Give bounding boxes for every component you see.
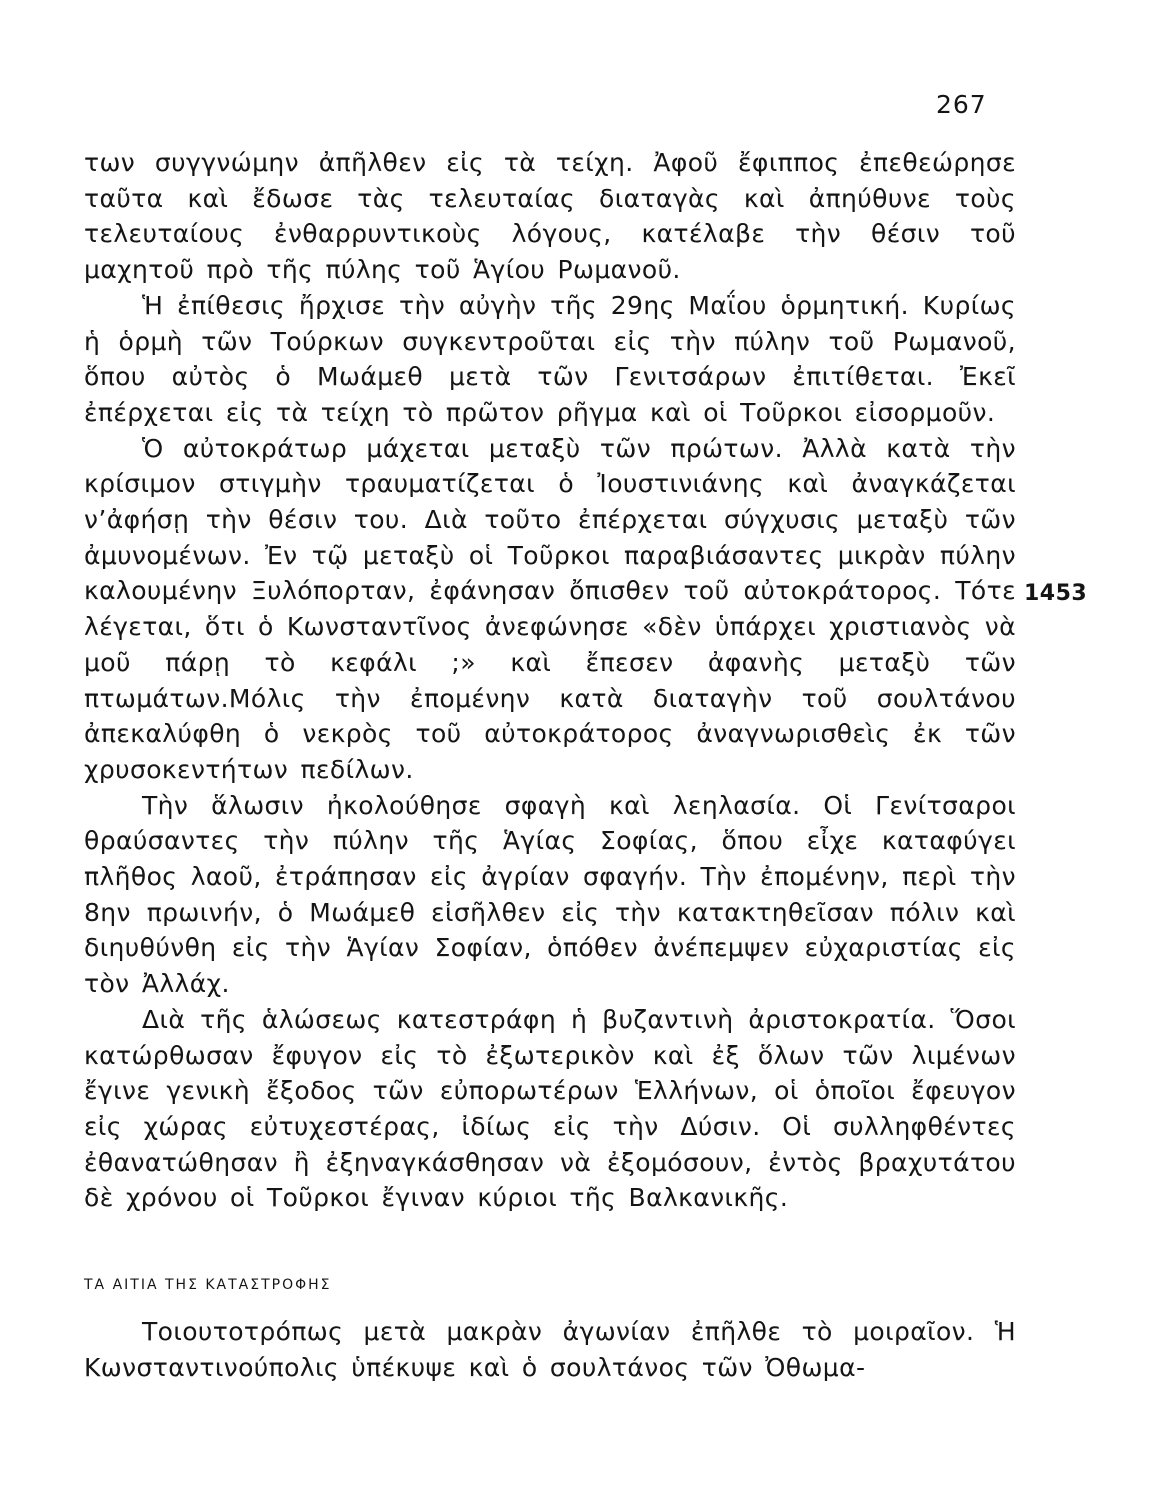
body-text: [84, 145, 1016, 1216]
page-number: 267: [936, 90, 987, 119]
margin-note-year: 1453: [1024, 581, 1088, 606]
paragraph-1: των συγγνώμην ἀπῆλθεν εἰς τὰ τείχη. Ἀφοῦ ἔφιππος ἐπεθεώρησε ταῦτα καὶ ἔδωσε τὰς τελευταίας διαταγὰς καὶ ἀπηύθυνε τοὺς τελευταίους ἐνθαρρυντικοὺς λόγους, κατέλαβε τὴν θέσιν τοῦ μαχητοῦ πρὸ τῆς πύλης τοῦ Ἁγίου Ρωμανοῦ.: [84, 148, 1016, 285]
final-paragraph: Τοιουτοτρόπως μετὰ μακρὰν ἀγωνίαν ἐπῆλθε τὸ μοιραῖον. Ἡ Κωνσταντινούπολις ὑπέκυψε καὶ ὁ σουλτάνος τῶν Ὀθωμα-: [84, 1317, 1016, 1382]
paragraph-5: Διὰ τῆς ἁλώσεως κατεστράφη ἡ βυζαντινὴ ἀριστοκρατία. Ὅσοι κατώρθωσαν ἔφυγον εἰς τὸ ἐξωτερικὸν καὶ ἐξ ὅλων τῶν λιμένων ἔγινε γενικὴ ἔξοδος τῶν εὐπορωτέρων Ἑλλήνων, οἱ ὁποῖοι ἔφευγον εἰς χώρας εὐτυχεστέρας, ἰδίως εἰς τὴν Δύσιν. Οἱ συλληφθέντες ἐθανατώθησαν ἢ ἐξηναγκάσθησαν νὰ ἐξομόσουν, ἐντὸς βραχυτάτου δὲ χρόνου οἱ Τοῦρκοι ἔγιναν κύριοι τῆς Βαλκανικῆς.: [84, 1004, 1016, 1213]
paragraph-4: Τὴν ἅλωσιν ἠκολούθησε σφαγὴ καὶ λεηλασία. Οἱ Γενίτσαροι θραύσαντες τὴν πύλην τῆς Ἁγίας Σοφίας, ὅπου εἶχε καταφύγει πλῆθος λαοῦ, ἐτράπησαν εἰς ἀγρίαν σφαγήν. Τὴν ἐπομένην, περὶ τὴν 8ην πρωινήν, ὁ Μωάμεθ εἰσῆλθεν εἰς τὴν κατακτηθεῖσαν πόλιν καὶ διηυθύνθη εἰς τὴν Ἁγίαν Σοφίαν, ὁπόθεν ἀνέπεμψεν εὐχαριστίας εἰς τὸν Ἀλλάχ.: [84, 790, 1016, 999]
paragraph-3: Ὁ αὐτοκράτωρ μάχεται μεταξὺ τῶν πρώτων. Ἀλλὰ κατὰ τὴν κρίσιμον στιγμὴν τραυματίζεται ὁ Ἰουστινιάνης καὶ ἀναγκάζεται ν’ἀφήσῃ τὴν θέσιν του. Διὰ τοῦτο ἐπέρχεται σύγχυσις μεταξὺ τῶν ἀμυνομένων. Ἐν τῷ μεταξὺ οἱ Τοῦρκοι παραβιάσαντες μικρὰν πύλην καλουμένην Ξυλόπορταν, ἐφάνησαν ὄπισθεν τοῦ αὐτοκράτορος. Τότε λέγεται, ὅτι ὁ Κωνσταντῖνος ἀνεφώνησε «δὲν ὑπάρχει χριστιανὸς νὰ μοῦ πάρῃ τὸ κεφάλι ;» καὶ ἔπεσεν ἀφανὴς μεταξὺ τῶν πτωμάτων.Μόλις τὴν ἐπομένην κατὰ διαταγὴν τοῦ σουλτάνου ἀπεκαλύφθη ὁ νεκρὸς τοῦ αὐτοκράτορος ἀναγνωρισθεὶς ἐκ τῶν χρυσοκεντήτων πεδίλων.: [84, 433, 1016, 784]
paragraph-2: Ἡ ἐπίθεσις ἤρχισε τὴν αὐγὴν τῆς 29ης Μαΐου ὁρμητική. Κυρίως ἡ ὁρμὴ τῶν Τούρκων συγκεντροῦται εἰς τὴν πύλην τοῦ Ρωμανοῦ, ὅπου αὐτὸς ὁ Μωάμεθ μετὰ τῶν Γενιτσάρων ἐπιτίθεται. Ἐκεῖ ἐπέρχεται εἰς τὰ τείχη τὸ πρῶτον ρῆγμα καὶ οἱ Τοῦρκοι εἰσορμοῦν.: [84, 290, 1016, 427]
body-text-continued: [84, 1314, 1016, 1385]
section-heading: ΤΑ ΑΙΤΙΑ ΤΗΣ ΚΑΤΑΣΤΡΟΦΗΣ: [84, 1277, 332, 1293]
